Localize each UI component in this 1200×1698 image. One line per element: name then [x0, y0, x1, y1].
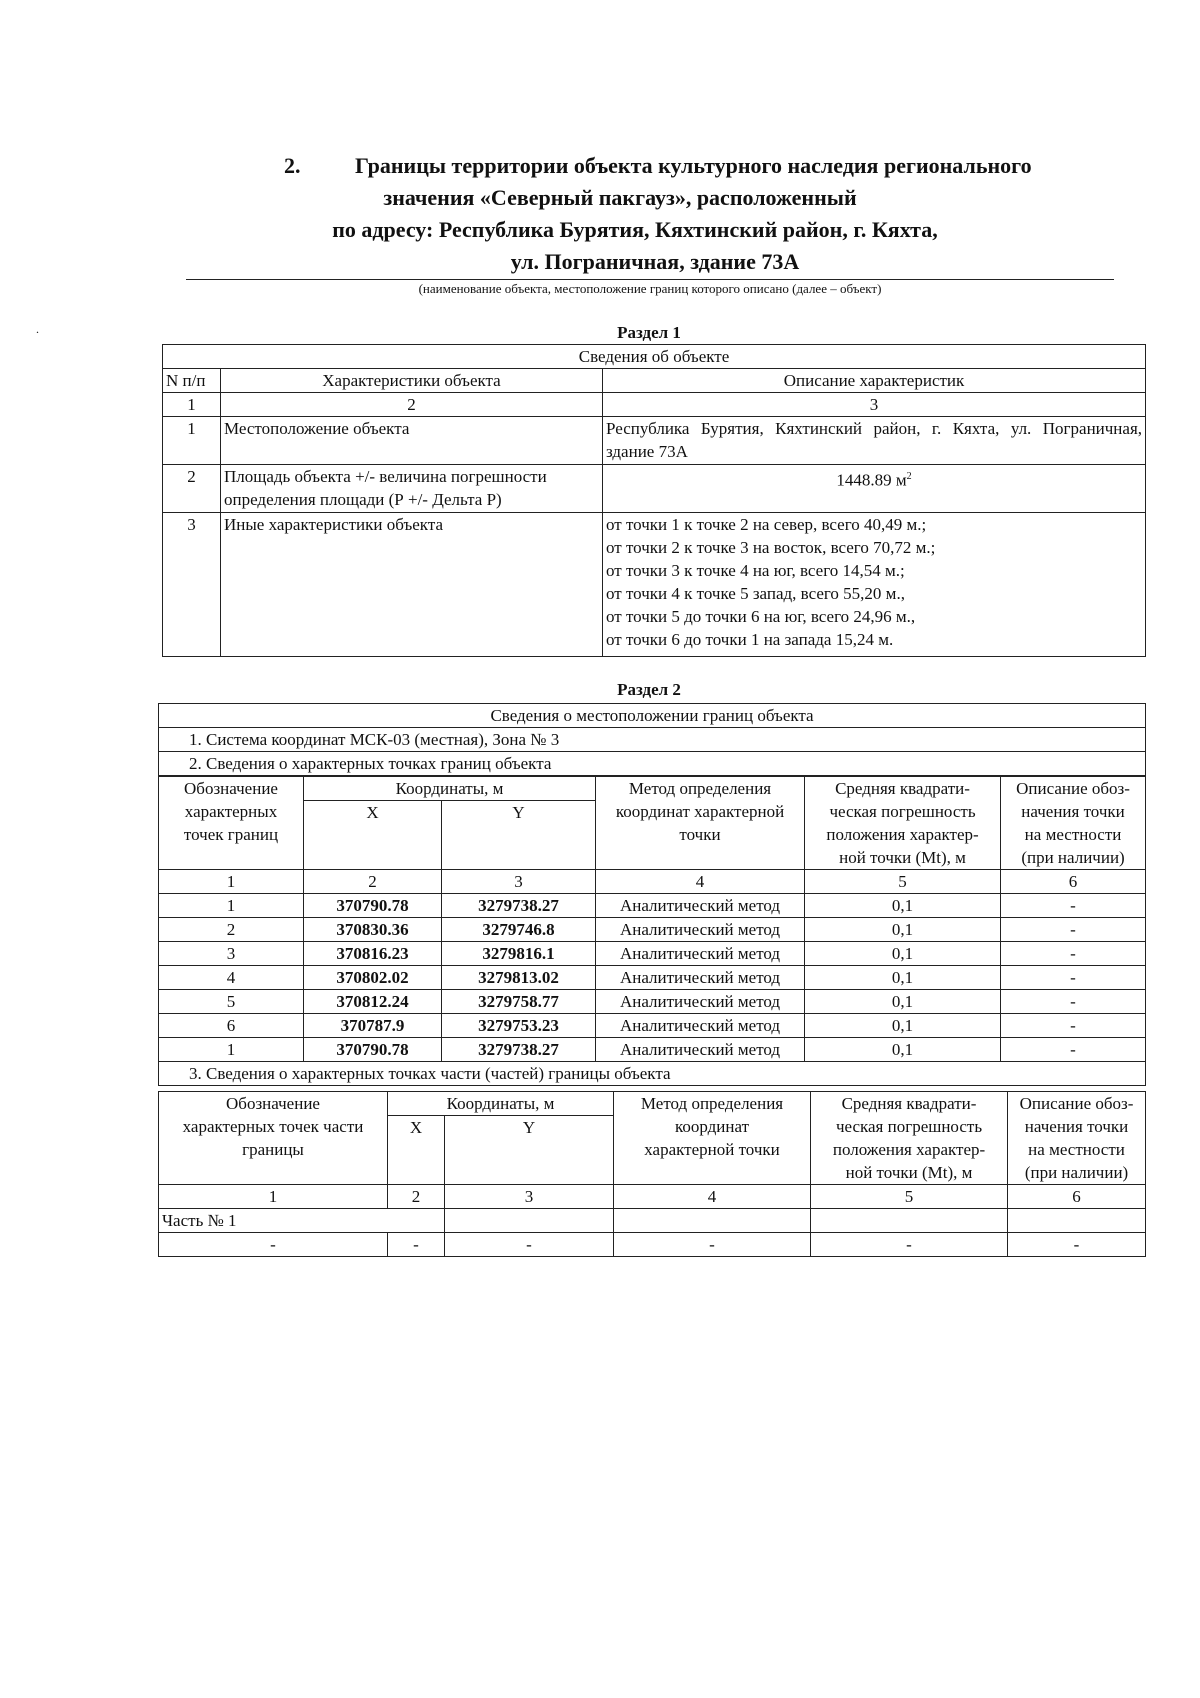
points-table: [158, 776, 1146, 1086]
row-number: 2: [163, 465, 221, 513]
section2-header: Сведения о местоположении границ объекта: [159, 704, 1146, 728]
table-row: [163, 513, 1146, 657]
col-header-method: Метод определения координат характерной точки: [596, 777, 805, 870]
section1-header-row: [163, 345, 1146, 369]
point-mt: 0,1: [805, 942, 1001, 966]
empty-cell: [1008, 1209, 1146, 1233]
col-header-coordinates: Координаты, м: [304, 777, 596, 801]
table-row: [159, 894, 1146, 918]
sub3-row: [159, 1062, 1146, 1086]
part-points-table: [158, 1091, 1146, 1257]
point-x: 370812.24: [304, 990, 442, 1014]
point-y: 3279816.1: [442, 942, 596, 966]
part-label-row: [159, 1209, 1146, 1233]
heading-text-3: по адресу: Республика Бурятия, Кяхтинский район, г. Кяхта,: [332, 217, 938, 242]
point-description: -: [1001, 990, 1146, 1014]
point-number: 2: [159, 918, 304, 942]
table-row: [163, 417, 1146, 465]
heading-text-4: ул. Пограничная, здание 73А: [510, 249, 800, 274]
col-number: 1: [159, 1185, 388, 1209]
col-header-method: Метод определения координат характерной точки: [614, 1092, 811, 1185]
col-header-designation: Обозначение характерных точек части границы: [159, 1092, 388, 1185]
part-cell: -: [388, 1233, 445, 1257]
coord-system: 1. Система координат МСК-03 (местная), Зона № 3: [159, 728, 1146, 752]
point-number: 4: [159, 966, 304, 990]
part-cell: -: [159, 1233, 388, 1257]
point-number: 6: [159, 1014, 304, 1038]
point-number: 5: [159, 990, 304, 1014]
point-mt: 0,1: [805, 966, 1001, 990]
empty-cell: [811, 1209, 1008, 1233]
part-col-numbers: [159, 1185, 1146, 1209]
point-y: 3279738.27: [442, 894, 596, 918]
col-number: 4: [614, 1185, 811, 1209]
col-header-designation: Обозначение характерных точек границ: [159, 777, 304, 870]
table-row: [159, 918, 1146, 942]
row-number: 3: [163, 513, 221, 657]
col-number: 5: [811, 1185, 1008, 1209]
section1-col-headers: [163, 369, 1146, 393]
col-header-point-description: Описание обоз- начения точки на местности (при наличии): [1008, 1092, 1146, 1185]
row-number: 1: [163, 417, 221, 465]
point-description: -: [1001, 1038, 1146, 1062]
part-cell: -: [1008, 1233, 1146, 1257]
row-value-cell: [603, 465, 1146, 513]
col-header-x: X: [388, 1116, 445, 1185]
subheading-part-points: 3. Сведения о характерных точках части (частей) границы объекта: [159, 1062, 1146, 1086]
coord-system-row: [159, 728, 1146, 752]
points-col-numbers: [159, 870, 1146, 894]
part-cell: -: [811, 1233, 1008, 1257]
table-row: [163, 465, 1146, 513]
heading-underline: [186, 279, 1114, 280]
point-method: Аналитический метод: [596, 894, 805, 918]
part-header-row-1: [159, 1092, 1146, 1116]
row-value: Республика Бурятия, Кяхтинский район, г. Кяхта, ул. Пограничная, здание 73А: [603, 417, 1146, 465]
row-value: от точки 1 к точке 2 на север, всего 40,49 м.; от точки 2 к точке 3 на восток, всего 70,72 м.; от точки 3 к точке 4 на юг, всего 14,54 м.; от точки 4 к точке 5 запад, всего 55,20 м., от точки 5 до точки 6 на юг, всего 24,96 м., от точки 6 до точки 1 на запада 15,24 м.: [603, 513, 1146, 657]
table-row: [159, 942, 1146, 966]
table-row: [159, 966, 1146, 990]
col-number: 6: [1001, 870, 1146, 894]
section1-table: [162, 344, 1146, 657]
col-number: 1: [159, 870, 304, 894]
point-method: Аналитический метод: [596, 918, 805, 942]
table-row: [159, 1038, 1146, 1062]
area-unit-superscript: 2: [906, 471, 912, 482]
point-x: 370787.9: [304, 1014, 442, 1038]
subheading-points: 2. Сведения о характерных точках границ объекта: [159, 752, 1146, 776]
col-number: 3: [603, 393, 1146, 417]
section-number: 2.: [284, 153, 301, 178]
col-header-error: Средняя квадрати- ческая погрешность положения характер- ной точки (Mt), м: [811, 1092, 1008, 1185]
row-characteristic: Площадь объекта +/- величина погрешности определения площади (Р +/- Дельта Р): [221, 465, 603, 513]
col-header-num: N п/п: [163, 369, 221, 393]
col-number: 2: [304, 870, 442, 894]
col-number: 2: [388, 1185, 445, 1209]
heading-text-2: значения «Северный пакгауз», расположенный: [383, 185, 857, 210]
section1-title: Раздел 1: [617, 323, 681, 342]
table-row: [159, 1014, 1146, 1038]
col-number: 4: [596, 870, 805, 894]
col-header-x: X: [304, 801, 442, 870]
col-header-characteristic: Характеристики объекта: [221, 369, 603, 393]
col-number: 3: [445, 1185, 614, 1209]
point-method: Аналитический метод: [596, 990, 805, 1014]
point-y: 3279746.8: [442, 918, 596, 942]
col-number: 6: [1008, 1185, 1146, 1209]
col-header-point-description: Описание обоз- начения точки на местности (при наличии): [1001, 777, 1146, 870]
point-y: 3279758.77: [442, 990, 596, 1014]
point-number: 3: [159, 942, 304, 966]
part-cell: -: [445, 1233, 614, 1257]
point-x: 370802.02: [304, 966, 442, 990]
point-y: 3279753.23: [442, 1014, 596, 1038]
point-mt: 0,1: [805, 1038, 1001, 1062]
point-x: 370816.23: [304, 942, 442, 966]
point-description: -: [1001, 894, 1146, 918]
col-number: 5: [805, 870, 1001, 894]
col-number: 3: [442, 870, 596, 894]
row-characteristic: Местоположение объекта: [221, 417, 603, 465]
heading-caption: (наименование объекта, местоположение границ которого описано (далее – объект): [418, 281, 882, 296]
point-mt: 0,1: [805, 894, 1001, 918]
col-number: 1: [163, 393, 221, 417]
empty-cell: [445, 1209, 614, 1233]
point-description: -: [1001, 966, 1146, 990]
point-y: 3279813.02: [442, 966, 596, 990]
section2-header-row: [159, 704, 1146, 728]
area-value: 1448.89 м: [836, 470, 907, 490]
table-row: [159, 990, 1146, 1014]
section2-table: [158, 703, 1146, 776]
col-header-error: Средняя квадрати- ческая погрешность положения характер- ной точки (Mt), м: [805, 777, 1001, 870]
point-mt: 0,1: [805, 918, 1001, 942]
point-number: 1: [159, 1038, 304, 1062]
col-number: 2: [221, 393, 603, 417]
point-y: 3279738.27: [442, 1038, 596, 1062]
point-x: 370790.78: [304, 1038, 442, 1062]
section1-col-numbers: [163, 393, 1146, 417]
point-method: Аналитический метод: [596, 1038, 805, 1062]
point-x: 370790.78: [304, 894, 442, 918]
point-mt: 0,1: [805, 1014, 1001, 1038]
point-method: Аналитический метод: [596, 1014, 805, 1038]
part-label: Часть № 1: [159, 1209, 445, 1233]
point-x: 370830.36: [304, 918, 442, 942]
point-number: 1: [159, 894, 304, 918]
point-method: Аналитический метод: [596, 942, 805, 966]
section1-header: Сведения об объекте: [163, 345, 1146, 369]
table-row: [159, 1233, 1146, 1257]
point-mt: 0,1: [805, 990, 1001, 1014]
point-description: -: [1001, 1014, 1146, 1038]
point-description: -: [1001, 918, 1146, 942]
row-characteristic: Иные характеристики объекта: [221, 513, 603, 657]
point-method: Аналитический метод: [596, 966, 805, 990]
stray-mark: .: [36, 322, 39, 336]
points-header-row-1: [159, 777, 1146, 801]
heading-text-1: Границы территории объекта культурного наследия регионального: [355, 153, 1032, 178]
col-header-coordinates: Координаты, м: [388, 1092, 614, 1116]
sub2-row: [159, 752, 1146, 776]
col-header-y: Y: [442, 801, 596, 870]
point-description: -: [1001, 942, 1146, 966]
col-header-y: Y: [445, 1116, 614, 1185]
col-header-description: Описание характеристик: [603, 369, 1146, 393]
empty-cell: [614, 1209, 811, 1233]
part-cell: -: [614, 1233, 811, 1257]
section2-title: Раздел 2: [617, 680, 681, 699]
